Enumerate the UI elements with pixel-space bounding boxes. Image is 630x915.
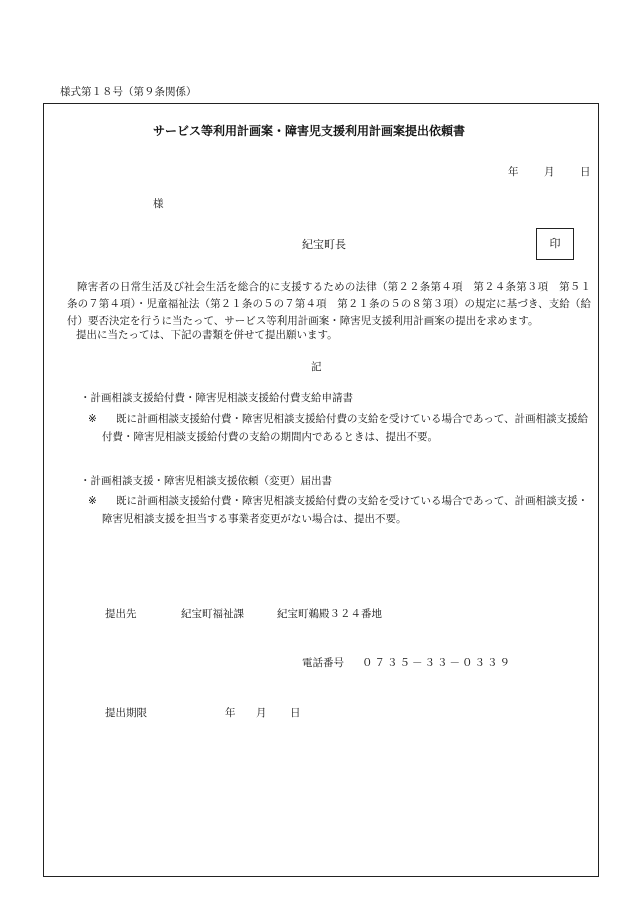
- submission-department: 紀宝町福祉課: [181, 608, 244, 620]
- seal-label: 印: [549, 237, 561, 251]
- submission-label: 提出先: [105, 608, 137, 620]
- item-note: [88, 410, 596, 446]
- date-month: 月: [544, 166, 555, 178]
- deadline-date: [225, 707, 301, 720]
- submission-address: 紀宝町鵜殿３２４番地: [277, 608, 382, 620]
- seal-box: [536, 228, 574, 260]
- ki-heading: 記: [311, 361, 322, 373]
- issuer-name: 紀宝町長: [302, 238, 346, 251]
- form-border: [43, 103, 599, 877]
- item-note: [88, 492, 596, 528]
- note-mark: ※: [88, 495, 97, 507]
- addressee-suffix: 様: [153, 198, 164, 210]
- document-title: サービス等利用計画案・障害児支援利用計画案提出依頼書: [153, 124, 466, 138]
- phone-number: ０７３５－３３－０３３９: [362, 657, 512, 669]
- date-year: 年: [508, 166, 519, 178]
- date-day: 日: [580, 166, 591, 178]
- body-paragraph: 障害者の日常生活及び社会生活を総合的に支援するための法律（第２２条第４項 第２４条第３項 第５１条の７第４項）・児童福祉法（第２１条の５の７第４項 第２１条の５の８第３項）の規定に基づき、支給（給付）要否決定を行うに当たって、サービス等利用計画案・障害児支援利用計画案の提出を求めます。: [67, 281, 591, 327]
- note-mark: ※: [88, 413, 97, 425]
- date-line: [508, 166, 591, 179]
- deadline-month: 月: [256, 707, 267, 719]
- item-heading: ・計画相談支援・障害児相談支援依頼（変更）届出書: [80, 475, 332, 487]
- deadline-label: 提出期限: [105, 707, 147, 719]
- deadline-day: 日: [290, 707, 301, 719]
- item-heading: ・計画相談支援給付費・障害児相談支援給付費支給申請書: [80, 392, 353, 404]
- note-text: 既に計画相談支援給付費・障害児相談支援給付費の支給を受けている場合であって、計画相談支援・障害児相談支援を担当する事業者変更がない場合は、提出不要。: [102, 495, 589, 525]
- body-note: 提出に当たっては、下記の書類を併せて提出願います。: [76, 329, 338, 341]
- note-text: 既に計画相談支援給付費・障害児相談支援給付費の支給を受けている場合であって、計画相談支援給付費・障害児相談支援給付費の支給の期間内であるときは、提出不要。: [102, 413, 589, 443]
- deadline-year: 年: [225, 707, 236, 719]
- phone-label: 電話番号: [302, 657, 344, 669]
- form-number: 様式第１８号（第９条関係）: [60, 86, 197, 98]
